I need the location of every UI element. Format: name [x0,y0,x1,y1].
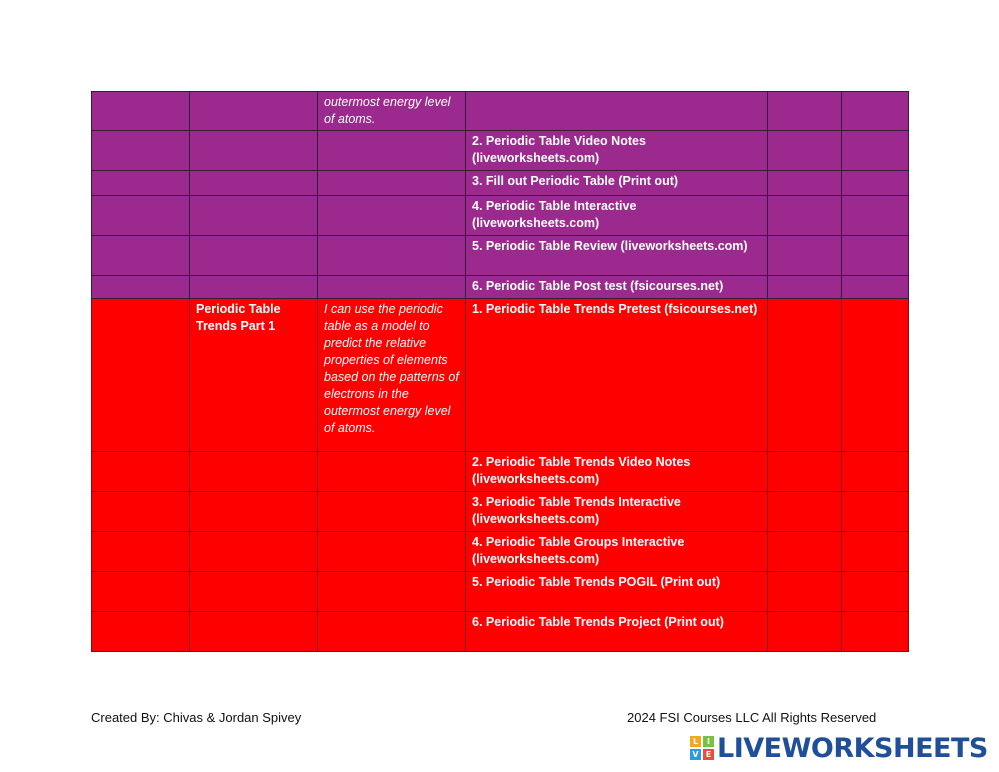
extra-cell [842,612,909,652]
table-row [92,131,909,171]
table-row [92,196,909,236]
topic-cell [190,92,318,131]
table-row [92,92,909,131]
topic-cell [190,572,318,612]
day-cell [92,299,190,452]
topic-cell [190,532,318,572]
topic-cell [190,492,318,532]
objective-cell [318,236,466,276]
topic-cell [190,131,318,171]
objective-cell [318,452,466,492]
extra-cell [842,131,909,171]
footer-credits: Created By: Chivas & Jordan Spivey [91,710,302,725]
logo-tile: L [690,736,701,747]
objective-cell [318,171,466,196]
activity-cell: 6. Periodic Table Trends Project (Print out) [466,612,768,652]
activity-cell: 6. Periodic Table Post test (fsicourses.net) [466,276,768,299]
objective-cell [318,532,466,572]
objective-cell [318,196,466,236]
table-row [92,572,909,612]
day-cell [92,612,190,652]
table-row [92,276,909,299]
activity-cell: 4. Periodic Table Interactive (liveworksheets.com) [466,196,768,236]
day-cell [92,92,190,131]
day-cell [92,236,190,276]
objective-cell [318,612,466,652]
day-cell [92,131,190,171]
extra-cell [768,276,842,299]
activity-cell: 2. Periodic Table Trends Video Notes (liveworksheets.com) [466,452,768,492]
day-cell [92,572,190,612]
table-row [92,612,909,652]
extra-cell [842,572,909,612]
extra-cell [768,131,842,171]
objective-cell: outermost energy level of atoms. [318,92,466,131]
extra-cell [842,532,909,572]
lesson-plan-table [91,91,909,652]
extra-cell [768,171,842,196]
day-cell [92,492,190,532]
day-cell [92,171,190,196]
day-cell [92,196,190,236]
table-row [92,236,909,276]
logo-tile: V [690,749,701,760]
extra-cell [768,612,842,652]
extra-cell [768,532,842,572]
logo-text: LIVEWORKSHEETS [717,732,988,764]
extra-cell [768,452,842,492]
logo-tiles-icon [690,736,714,760]
topic-cell [190,612,318,652]
day-cell [92,452,190,492]
topic-cell: Periodic Table Trends Part 1 [190,299,318,452]
topic-cell [190,196,318,236]
table-row [92,171,909,196]
day-cell [92,276,190,299]
extra-cell [842,452,909,492]
extra-cell [842,92,909,131]
topic-cell [190,236,318,276]
logo-tile: I [703,736,714,747]
table-row [92,532,909,572]
table-row [92,492,909,532]
activity-cell: 3. Fill out Periodic Table (Print out) [466,171,768,196]
objective-cell [318,492,466,532]
extra-cell [768,236,842,276]
extra-cell [842,236,909,276]
day-cell [92,532,190,572]
activity-cell: 5. Periodic Table Trends POGIL (Print out) [466,572,768,612]
extra-cell [842,299,909,452]
topic-cell [190,276,318,299]
table-row [92,452,909,492]
objective-cell: I can use the periodic table as a model to predict the relative properties of elements based on the patterns of electrons in the outermost energy level of atoms. [318,299,466,452]
activity-cell: 3. Periodic Table Trends Interactive (liveworksheets.com) [466,492,768,532]
topic-cell [190,171,318,196]
extra-cell [768,92,842,131]
extra-cell [842,171,909,196]
objective-cell [318,131,466,171]
activity-cell: 1. Periodic Table Trends Pretest (fsicourses.net) [466,299,768,452]
logo-tile: E [703,749,714,760]
topic-cell [190,452,318,492]
extra-cell [842,492,909,532]
table-row [92,299,909,452]
extra-cell [842,276,909,299]
activity-cell: 4. Periodic Table Groups Interactive (liveworksheets.com) [466,532,768,572]
activity-cell [466,92,768,131]
extra-cell [842,196,909,236]
liveworksheets-logo[interactable] [690,733,988,763]
objective-cell [318,572,466,612]
footer-copyright: 2024 FSI Courses LLC All Rights Reserved [627,710,877,725]
extra-cell [768,196,842,236]
extra-cell [768,299,842,452]
extra-cell [768,492,842,532]
activity-cell: 5. Periodic Table Review (liveworksheets.com) [466,236,768,276]
activity-cell: 2. Periodic Table Video Notes (liveworksheets.com) [466,131,768,171]
extra-cell [768,572,842,612]
objective-cell [318,276,466,299]
